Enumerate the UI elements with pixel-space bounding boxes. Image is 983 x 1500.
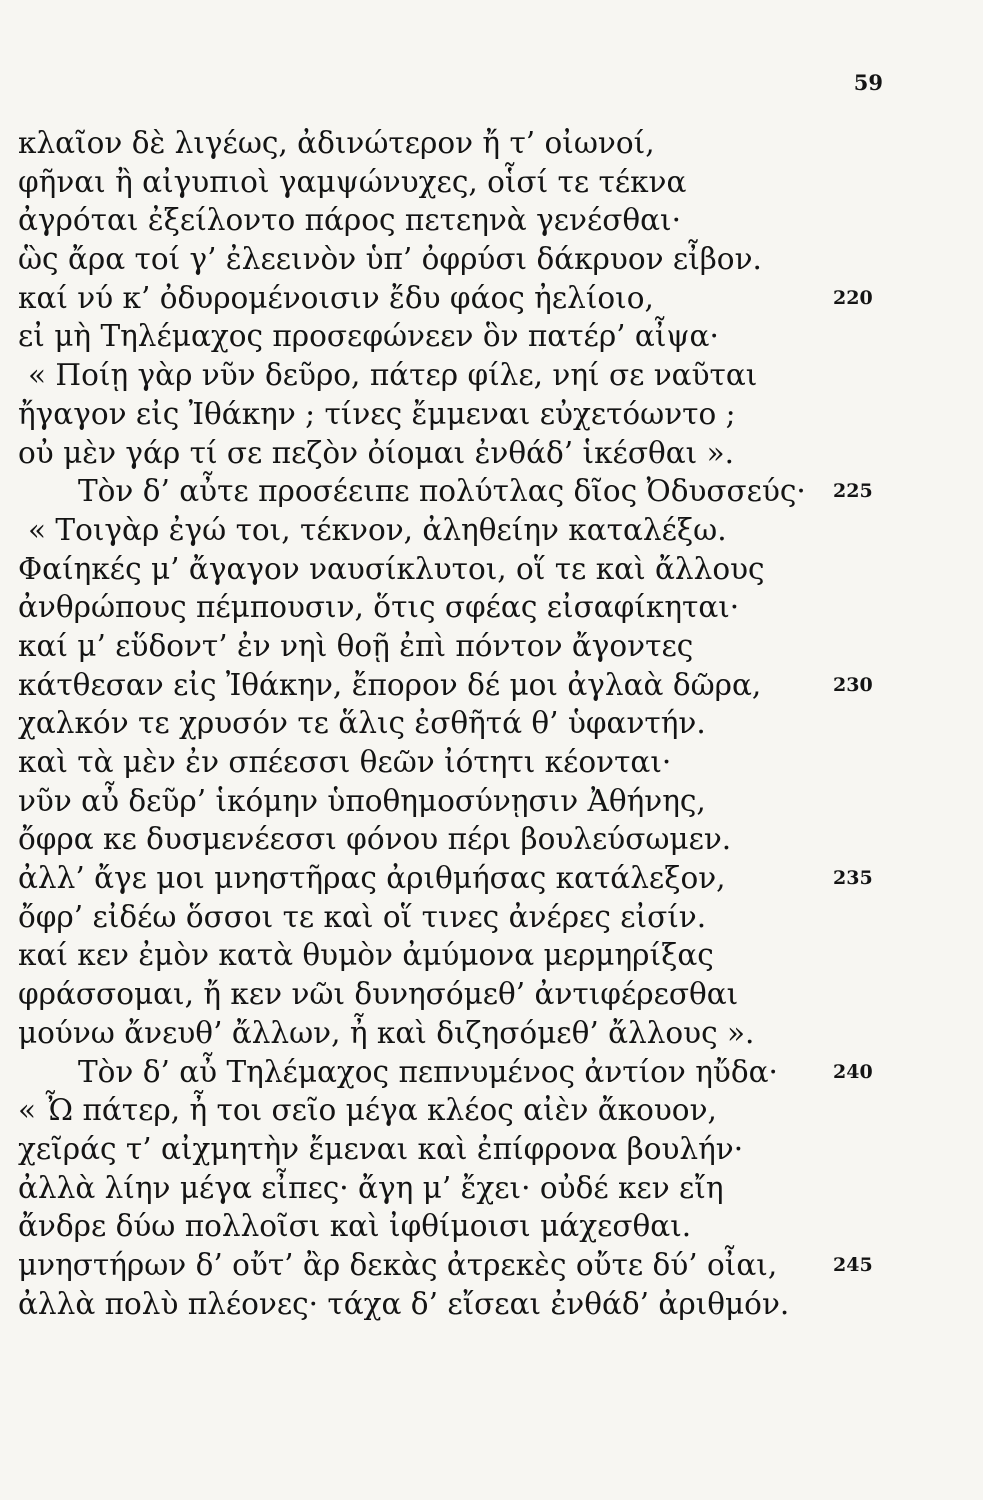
verse-text: ὄφρα κε δυσμενέεσσι φόνου πέρι βουλεύσωμεν.	[18, 822, 732, 857]
verse-line	[18, 627, 918, 666]
verse-line	[18, 743, 918, 782]
line-number: 220	[833, 286, 873, 309]
verse-text: καὶ τὰ μὲν ἐν σπέεσσι θεῶν ἰότητι κέονται·	[18, 745, 672, 779]
verse-line	[18, 1053, 918, 1092]
verse-text: ἀγρόται ἐξείλοντο πάρος πετεηνὰ γενέσθαι·	[18, 203, 682, 238]
verse-text: μούνω ἄνευθ’ ἄλλων, ἦ καὶ διζησόμεθ’ ἄλλους ».	[18, 1015, 755, 1050]
verse-line	[18, 1207, 918, 1246]
verse-line	[18, 704, 918, 743]
verse-text: « Τοιγὰρ ἐγώ τοι, τέκνον, ἀληθείην καταλέξω.	[28, 512, 727, 547]
verse-text: φράσσομαι, ἤ κεν νῶι δυνησόμεθ’ ἀντιφέρεσθαι	[18, 977, 739, 1012]
verse-line	[18, 1091, 918, 1130]
verse-text: ὄφρ’ εἰδέω ὅσσοι τε καὶ οἵ τινες ἀνέρες εἰσίν.	[18, 899, 707, 934]
verse-line	[18, 356, 918, 395]
verse-line	[18, 317, 918, 356]
verse-line	[18, 1130, 918, 1169]
verse-line	[18, 472, 918, 511]
verse-text: ἤγαγον εἰς Ἰθάκην ; τίνες ἔμμεναι εὐχετόωντο ;	[18, 396, 736, 431]
verse-text: Τὸν δ’ αὖ Τηλέμαχος πεπνυμένος ἀντίον ηὔδα·	[78, 1054, 778, 1089]
verse-line	[18, 588, 918, 627]
line-number: 240	[833, 1060, 873, 1083]
verse-block	[18, 124, 918, 1323]
verse-line	[18, 820, 918, 859]
verse-line	[18, 975, 918, 1014]
verse-text: φῆναι ἢ αἰγυπιοὶ γαμψώνυχες, οἷσί τε τέκνα	[18, 164, 687, 199]
verse-line	[18, 782, 918, 821]
verse-line	[18, 240, 918, 279]
verse-line	[18, 395, 918, 434]
verse-text: ἀνθρώπους πέμπουσιν, ὅτις σφέας εἰσαφίκηται·	[18, 590, 740, 625]
verse-text: καί νύ κ’ ὀδυρομένοισιν ἔδυ φάος ἠελίοιο,	[18, 280, 654, 315]
verse-line	[18, 550, 918, 589]
verse-line	[18, 124, 918, 163]
verse-line	[18, 279, 918, 318]
verse-line	[18, 859, 918, 898]
verse-text: « Ποίῃ γὰρ νῦν δεῦρο, πάτερ φίλε, νηί σε ναῦται	[28, 358, 758, 393]
verse-text: χεῖράς τ’ αἰχμητὴν ἔμεναι καὶ ἐπίφρονα βουλήν·	[18, 1131, 744, 1166]
line-number: 230	[833, 673, 873, 696]
verse-text: κλαῖον δὲ λιγέως, ἀδινώτερον ἤ τ’ οἰωνοί,	[18, 126, 655, 160]
verse-text: νῦν αὖ δεῦρ’ ἱκόμην ὑποθημοσύνῃσιν Ἀθήνης,	[18, 783, 706, 818]
verse-line	[18, 201, 918, 240]
verse-text: κάτθεσαν εἰς Ἰθάκην, ἔπορον δέ μοι ἀγλαὰ δῶρα,	[18, 667, 762, 702]
verse-line	[18, 666, 918, 705]
line-number: 245	[833, 1253, 873, 1276]
verse-text: οὐ μὲν γάρ τί σε πεζὸν ὀίομαι ἐνθάδ’ ἱκέσθαι ».	[18, 435, 735, 470]
verse-text: ἀλλὰ πολὺ πλέονες· τάχα δ’ εἴσεαι ἐνθάδ’ ἀριθμόν.	[18, 1286, 790, 1321]
verse-text: καί κεν ἐμὸν κατὰ θυμὸν ἀμύμονα μερμηρίξας	[18, 938, 714, 973]
verse-text: ἄνδρε δύω πολλοῖσι καὶ ἰφθίμοισι μάχεσθαι.	[18, 1209, 692, 1244]
verse-text: χαλκόν τε χρυσόν τε ἅλις ἐσθῆτά θ’ ὑφαντήν.	[18, 706, 706, 741]
verse-line	[18, 511, 918, 550]
page-number: 59	[853, 70, 883, 95]
verse-text: ὣς ἄρα τοί γ’ ἐλεεινὸν ὑπ’ ὀφρύσι δάκρυον εἶβον.	[18, 242, 762, 277]
verse-text: Τὸν δ’ αὖτε προσέειπε πολύτλας δῖος Ὀδυσσεύς·	[78, 474, 806, 509]
verse-text: ἀλλὰ λίην μέγα εἶπες· ἄγη μ’ ἔχει· οὐδέ κεν εἴη	[18, 1170, 724, 1205]
verse-line	[18, 1246, 918, 1285]
line-number: 235	[833, 867, 873, 890]
line-number: 225	[833, 480, 873, 503]
verse-line	[18, 898, 918, 937]
verse-line	[18, 163, 918, 202]
verse-line	[18, 434, 918, 473]
verse-text: « Ὦ πάτερ, ἦ τοι σεῖο μέγα κλέος αἰὲν ἄκουον,	[18, 1093, 717, 1128]
verse-text: ἀλλ’ ἄγε μοι μνηστῆρας ἀριθμήσας κατάλεξον,	[18, 861, 726, 896]
verse-text: καί μ’ εὕδοντ’ ἐν νηὶ θοῇ ἐπὶ πόντον ἄγοντες	[18, 628, 694, 663]
verse-text: εἰ μὴ Τηλέμαχος προσεφώνεεν ὃν πατέρ’ αἶψα·	[18, 319, 719, 354]
verse-text: Φαίηκές μ’ ἄγαγον ναυσίκλυτοι, οἵ τε καὶ ἄλλους	[18, 551, 765, 586]
verse-text: μνηστήρων δ’ οὔτ’ ἂρ δεκὰς ἀτρεκὲς οὔτε δύ’ οἶαι,	[18, 1247, 778, 1282]
verse-line	[18, 936, 918, 975]
verse-line	[18, 1285, 918, 1324]
verse-line	[18, 1014, 918, 1053]
verse-line	[18, 1169, 918, 1208]
